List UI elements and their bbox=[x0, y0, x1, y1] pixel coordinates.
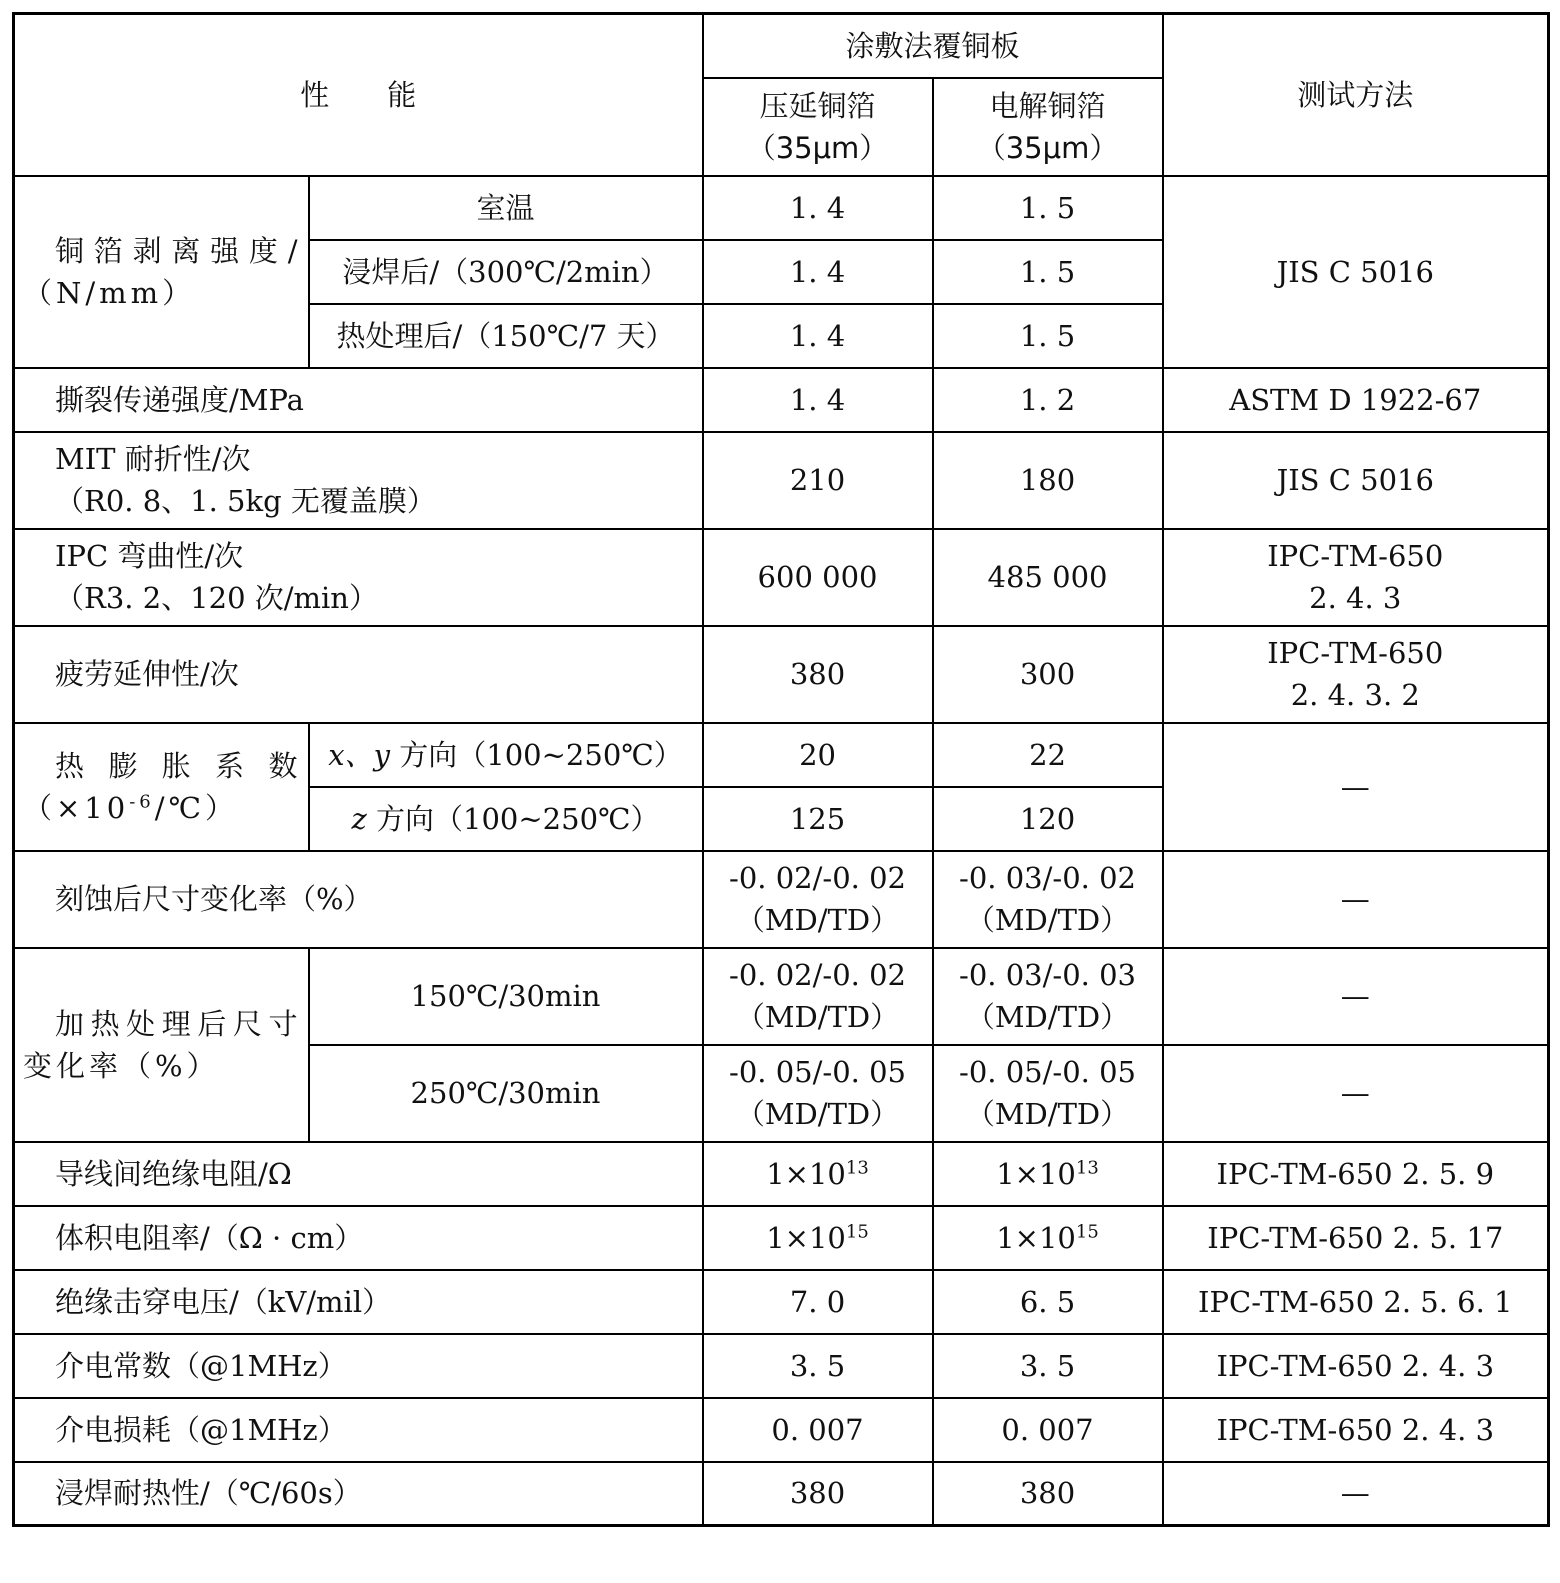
ipc-bend-prop: IPC 弯曲性/次 （R3. 2、120 次/min） bbox=[14, 529, 703, 626]
ipc-bend-rolled: 600 000 bbox=[703, 529, 933, 626]
header-ed-label: 电解铜箔 bbox=[989, 88, 1106, 123]
cte-method: — bbox=[1163, 723, 1549, 851]
peel-cond: 浸焊后/（300℃/2min） bbox=[309, 240, 703, 304]
heat-dim-ed: -0. 03/-0. 03 （MD/TD） bbox=[933, 948, 1163, 1045]
df-ed: 0. 007 bbox=[933, 1398, 1163, 1462]
cte-ed: 120 bbox=[933, 787, 1163, 851]
fatigue-method: IPC-TM-650 2. 4. 3. 2 bbox=[1163, 626, 1549, 723]
header-ed-unit: （35μm） bbox=[976, 130, 1119, 165]
peel-ed: 1. 5 bbox=[933, 240, 1163, 304]
solder-ed: 380 bbox=[933, 1462, 1163, 1526]
header-method: 测试方法 bbox=[1163, 14, 1549, 176]
peel-cond: 热处理后/（150℃/7 天） bbox=[309, 304, 703, 368]
cte-rolled: 125 bbox=[703, 787, 933, 851]
peel-rolled: 1. 4 bbox=[703, 240, 933, 304]
cte-group-label: 热膨胀系数 $(\times 10^{-6}/℃)$ bbox=[14, 723, 309, 851]
peel-ed: 1. 5 bbox=[933, 176, 1163, 240]
peel-cond: 室温 bbox=[309, 176, 703, 240]
peel-ed: 1. 5 bbox=[933, 304, 1163, 368]
etch-rolled: -0. 02/-0. 02 （MD/TD） bbox=[703, 851, 933, 948]
heat-dim-ed: -0. 05/-0. 05 （MD/TD） bbox=[933, 1045, 1163, 1142]
peel-rolled: 1. 4 bbox=[703, 176, 933, 240]
breakdown-prop: 绝缘击穿电压/（kV/mil） bbox=[14, 1270, 703, 1334]
mit-method: JIS C 5016 bbox=[1163, 432, 1549, 529]
df-method: IPC-TM-650 2. 4. 3 bbox=[1163, 1398, 1549, 1462]
header-row bbox=[14, 14, 1549, 78]
table-row bbox=[14, 368, 1549, 432]
heat-dim-cond: 250℃/30min bbox=[309, 1045, 703, 1142]
tear-method: ASTM D 1922-67 bbox=[1163, 368, 1549, 432]
etch-ed: -0. 03/-0. 02 （MD/TD） bbox=[933, 851, 1163, 948]
header-coated: 涂敷法覆铜板 bbox=[703, 14, 1163, 78]
heat-dim-rolled: -0. 05/-0. 05 （MD/TD） bbox=[703, 1045, 933, 1142]
cte-rolled: 20 bbox=[703, 723, 933, 787]
peel-rolled: 1. 4 bbox=[703, 304, 933, 368]
insul-method: IPC-TM-650 2. 5. 9 bbox=[1163, 1142, 1549, 1206]
tear-ed: 1. 2 bbox=[933, 368, 1163, 432]
df-rolled: 0. 007 bbox=[703, 1398, 933, 1462]
dk-rolled: 3. 5 bbox=[703, 1334, 933, 1398]
header-rolled bbox=[703, 78, 933, 176]
mit-prop: MIT 耐折性/次 （R0. 8、1. 5kg 无覆盖膜） bbox=[14, 432, 703, 529]
cte-ed: 22 bbox=[933, 723, 1163, 787]
peel-group-label: 铜箔剥离强度/ （N/mm） bbox=[14, 176, 309, 368]
table-row bbox=[14, 626, 1549, 723]
heat-dim-rolled: -0. 02/-0. 02 （MD/TD） bbox=[703, 948, 933, 1045]
table-row bbox=[14, 1462, 1549, 1526]
table-row bbox=[14, 529, 1549, 626]
dk-method: IPC-TM-650 2. 4. 3 bbox=[1163, 1334, 1549, 1398]
table-row bbox=[14, 723, 1549, 787]
table-row bbox=[14, 1398, 1549, 1462]
table-row bbox=[14, 1270, 1549, 1334]
fatigue-prop: 疲劳延伸性/次 bbox=[14, 626, 703, 723]
solder-prop: 浸焊耐热性/（℃/60s） bbox=[14, 1462, 703, 1526]
breakdown-rolled: 7. 0 bbox=[703, 1270, 933, 1334]
fatigue-ed: 300 bbox=[933, 626, 1163, 723]
df-prop: 介电损耗（@1MHz） bbox=[14, 1398, 703, 1462]
table-row bbox=[14, 1206, 1549, 1270]
cte-cond: z 方向（100~250℃） bbox=[309, 787, 703, 851]
dk-prop: 介电常数（@1MHz） bbox=[14, 1334, 703, 1398]
table-row bbox=[14, 948, 1549, 1045]
table-row bbox=[14, 432, 1549, 529]
header-ed bbox=[933, 78, 1163, 176]
heat-dim-method: — bbox=[1163, 1045, 1549, 1142]
volres-method: IPC-TM-650 2. 5. 17 bbox=[1163, 1206, 1549, 1270]
volres-prop: 体积电阻率/（Ω · cm） bbox=[14, 1206, 703, 1270]
table-row bbox=[14, 1334, 1549, 1398]
solder-rolled: 380 bbox=[703, 1462, 933, 1526]
insul-rolled: $1\times 10^{13}$ bbox=[703, 1142, 933, 1206]
volres-rolled: $1\times 10^{15}$ bbox=[703, 1206, 933, 1270]
etch-method: — bbox=[1163, 851, 1549, 948]
heat-dim-cond: 150℃/30min bbox=[309, 948, 703, 1045]
table-row bbox=[14, 176, 1549, 240]
header-property: 性 能 bbox=[14, 14, 703, 176]
ipc-bend-ed: 485 000 bbox=[933, 529, 1163, 626]
table-row bbox=[14, 851, 1549, 948]
fatigue-rolled: 380 bbox=[703, 626, 933, 723]
tear-rolled: 1. 4 bbox=[703, 368, 933, 432]
volres-ed: $1\times 10^{15}$ bbox=[933, 1206, 1163, 1270]
peel-method: JIS C 5016 bbox=[1163, 176, 1549, 368]
etch-prop: 刻蚀后尺寸变化率（%） bbox=[14, 851, 703, 948]
heat-dim-group-label: 加热处理后尺寸 变化率（%） bbox=[14, 948, 309, 1142]
table-row bbox=[14, 1142, 1549, 1206]
breakdown-ed: 6. 5 bbox=[933, 1270, 1163, 1334]
breakdown-method: IPC-TM-650 2. 5. 6. 1 bbox=[1163, 1270, 1549, 1334]
cte-cond: x、y 方向（100~250℃） bbox=[309, 723, 703, 787]
heat-dim-method: — bbox=[1163, 948, 1549, 1045]
dk-ed: 3. 5 bbox=[933, 1334, 1163, 1398]
mit-ed: 180 bbox=[933, 432, 1163, 529]
tear-prop: 撕裂传递强度/MPa bbox=[14, 368, 703, 432]
insul-prop: 导线间绝缘电阻/Ω bbox=[14, 1142, 703, 1206]
header-rolled-unit: （35μm） bbox=[746, 130, 889, 165]
solder-method: — bbox=[1163, 1462, 1549, 1526]
mit-rolled: 210 bbox=[703, 432, 933, 529]
properties-table bbox=[12, 12, 1550, 1527]
ipc-bend-method: IPC-TM-650 2. 4. 3 bbox=[1163, 529, 1549, 626]
header-rolled-label: 压延铜箔 bbox=[759, 88, 876, 123]
insul-ed: $1\times 10^{13}$ bbox=[933, 1142, 1163, 1206]
